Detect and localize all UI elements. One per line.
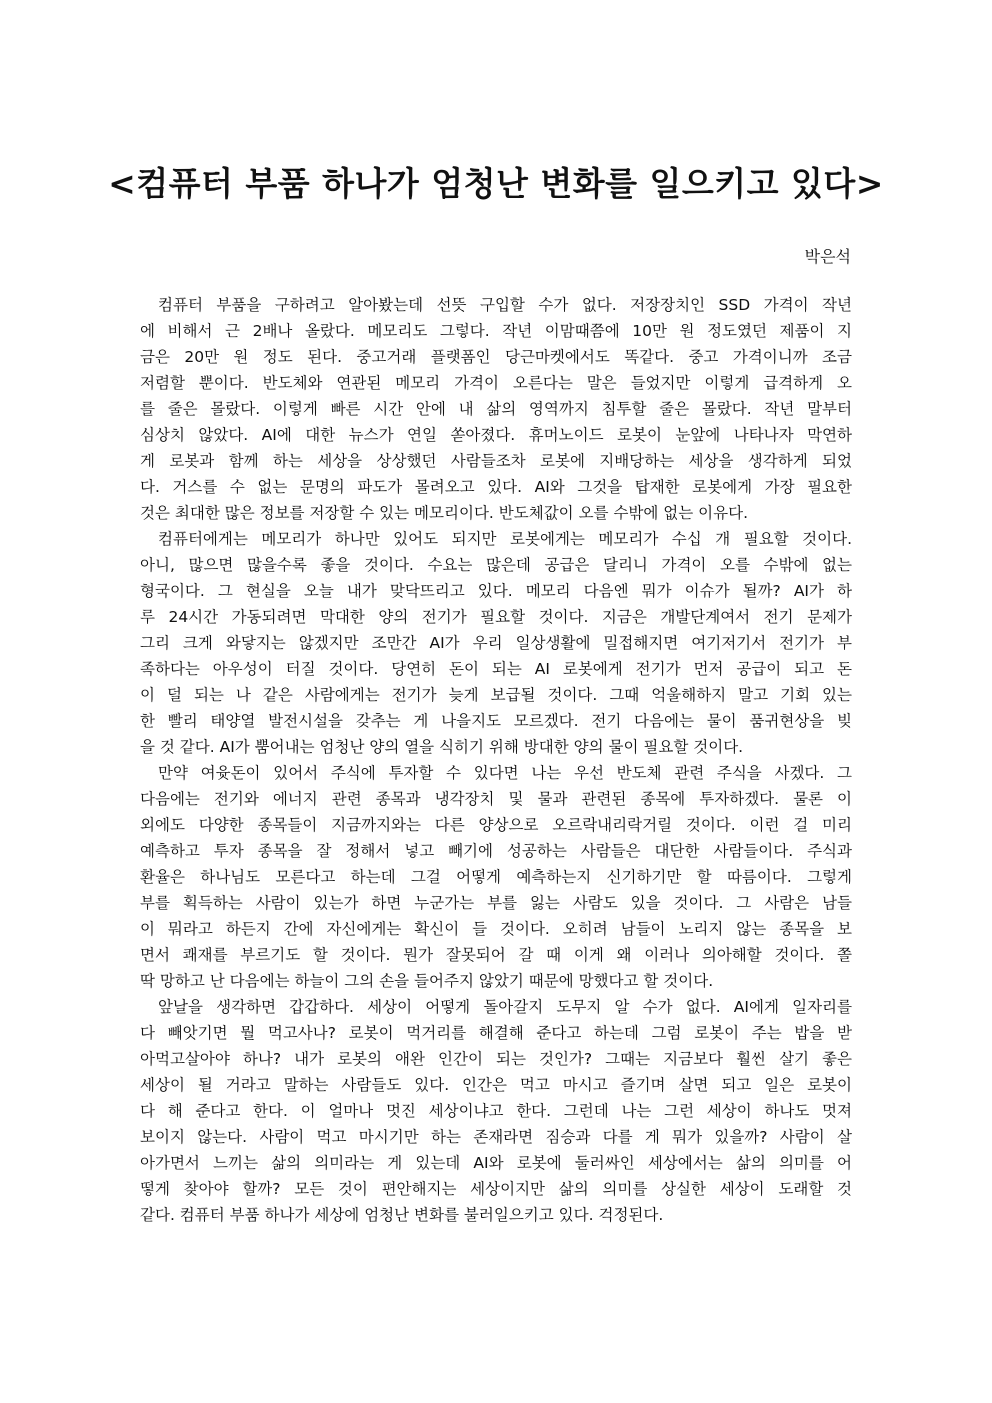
text-line: 외에도 다양한 종목들이 지금까지와는 다른 양상으로 오르락내리락거릴 것이다. 이런 걸 미리 [140,816,852,834]
text-line: 면서 쾌재를 부르기도 할 것이다. 뭔가 잘못되어 갈 때 이게 왜 이러나 의아해할 것이다. 쫄 [140,946,852,964]
paragraph [140,994,852,1228]
paragraph [140,760,852,994]
text-line: 형국이다. 그 현실을 오늘 내가 맞닥뜨리고 있다. 메모리 다음엔 뭐가 이슈가 될까? AI가 하 [140,582,852,600]
text-line: 게 로봇과 함께 하는 세상을 상상했던 사람들조차 로봇에 지배당하는 세상을 생각하게 되었 [140,452,852,470]
text-line: 컴퓨터 부품을 구하려고 알아봤는데 선뜻 구입할 수가 없다. 저장장치인 SSD 가격이 작년 [158,296,852,314]
paragraph [140,526,852,760]
text-line: 만약 여윳돈이 있어서 주식에 투자할 수 있다면 나는 우선 반도체 관련 주식을 사겠다. 그 [158,764,852,782]
text-line: 을 것 같다. AI가 뿜어내는 엄청난 양의 열을 식히기 위해 방대한 양의 물이 필요할 것이다. [140,738,744,756]
text-line: 금은 20만 원 정도 된다. 중고거래 플랫폼인 당근마켓에서도 똑같다. 중고 가격이니까 조금 [140,348,852,366]
document-body [140,292,852,1228]
text-line: 를 줄은 몰랐다. 이렇게 빠른 시간 안에 내 삶의 영역까지 침투할 줄은 몰랐다. 작년 말부터 [140,400,852,418]
text-line: 예측하고 투자 종목을 잘 정해서 넣고 빼기에 성공하는 사람들은 대단한 사람들이다. 주식과 [140,842,852,860]
text-line: 다 해 준다고 한다. 이 얼마나 멋진 세상이냐고 한다. 그런데 나는 그런 세상이 하나도 멋져 [140,1102,852,1120]
document-title: <컴퓨터 부품 하나가 엄청난 변화를 일으키고 있다> [108,164,884,203]
text-line: 이 덜 되는 나 같은 사람에게는 전기가 늦게 보급될 것이다. 그때 억울해하지 말고 기회 있는 [140,686,852,704]
text-line: 컴퓨터에게는 메모리가 하나만 있어도 되지만 로봇에게는 메모리가 수십 개 필요할 것이다. [158,530,852,548]
text-line: 아먹고살아야 하나? 내가 로봇의 애완 인간이 되는 것인가? 그때는 지금보다 훨씬 살기 좋은 [140,1050,852,1068]
text-line: 부를 획득하는 사람이 있는가 하면 누군가는 부를 잃는 사람도 있을 것이다. 그 사람은 남들 [140,894,852,912]
author-name: 박은석 [804,247,851,266]
text-line: 족하다는 아우성이 터질 것이다. 당연히 돈이 되는 AI 로봇에게 전기가 먼저 공급이 되고 돈 [140,660,852,678]
text-line: 딱 망하고 난 다음에는 하늘이 그의 손을 들어주지 않았기 때문에 망했다고 할 것이다. [140,972,714,990]
text-line: 저렴할 뿐이다. 반도체와 연관된 메모리 가격이 오른다는 말은 들었지만 이렇게 급격하게 오 [140,374,852,392]
text-line: 앞날을 생각하면 갑갑하다. 세상이 어떻게 돌아갈지 도무지 알 수가 없다. AI에게 일자리를 [158,998,852,1016]
paragraph [140,292,852,526]
text-line: 같다. 컴퓨터 부품 하나가 세상에 엄청난 변화를 불러일으키고 있다. 걱정된다. [140,1206,664,1224]
text-line: 것은 최대한 많은 정보를 저장할 수 있는 메모리이다. 반도체값이 오를 수밖에 없는 이유다. [140,504,749,522]
text-line: 한 빨리 태양열 발전시설을 갖추는 게 나을지도 모르겠다. 전기 다음에는 물이 품귀현상을 빚 [140,712,852,730]
text-line: 아가면서 느끼는 삶의 의미라는 게 있는데 AI와 로봇에 둘러싸인 세상에서는 삶의 의미를 어 [140,1154,852,1172]
text-line: 다 빼앗기면 뭘 먹고사나? 로봇이 먹거리를 해결해 준다고 하는데 그럼 로봇이 주는 밥을 받 [140,1024,852,1042]
text-line: 아니, 많으면 많을수록 좋을 것이다. 수요는 많은데 공급은 달리니 가격이 오를 수밖에 없는 [140,556,852,574]
text-line: 세상이 될 거라고 말하는 사람들도 있다. 인간은 먹고 마시고 즐기며 살면 되고 일은 로봇이 [140,1076,852,1094]
text-line: 다. 거스를 수 없는 문명의 파도가 몰려오고 있다. AI와 그것을 탑재한 로봇에게 가장 필요한 [140,478,852,496]
text-line: 보이지 않는다. 사람이 먹고 마시기만 하는 존재라면 짐승과 다를 게 뭐가 있을까? 사람이 살 [140,1128,852,1146]
text-line: 이 뭐라고 하든지 간에 자신에게는 확신이 들 것이다. 오히려 남들이 노리지 않는 종목을 보 [140,920,852,938]
text-line: 환율은 하나님도 모른다고 하는데 그걸 어떻게 예측하는지 신기하기만 할 따름이다. 그렇게 [140,868,852,886]
text-line: 그리 크게 와닿지는 않겠지만 조만간 AI가 우리 일상생활에 밀접해지면 여기저기서 전기가 부 [140,634,852,652]
text-line: 루 24시간 가동되려면 막대한 양의 전기가 필요할 것이다. 지금은 개발단계여서 전기 문제가 [140,608,852,626]
text-line: 에 비해서 근 2배나 올랐다. 메모리도 그렇다. 작년 이맘때쯤에 10만 원 정도였던 제품이 지 [140,322,852,340]
text-line: 떻게 찾아야 할까? 모든 것이 편안해지는 세상이지만 삶의 의미를 상실한 세상이 도래할 것 [140,1180,852,1198]
text-line: 심상치 않았다. AI에 대한 뉴스가 연일 쏟아졌다. 휴머노이드 로봇이 눈앞에 나타나자 막연하 [140,426,852,444]
text-line: 다음에는 전기와 에너지 관련 종목과 냉각장치 및 물과 관련된 종목에 투자하겠다. 물론 이 [140,790,852,808]
